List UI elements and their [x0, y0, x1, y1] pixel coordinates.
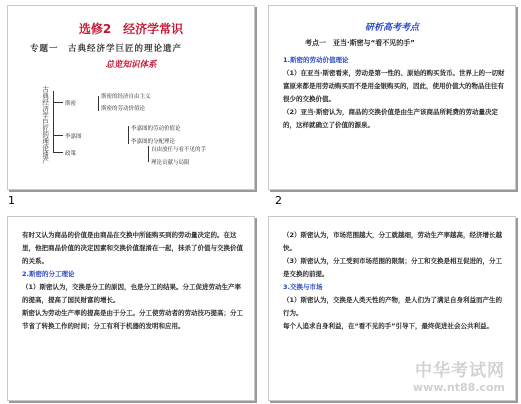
tree-bracket-line	[128, 126, 129, 144]
slide-1-thumbnail[interactable]	[7, 5, 255, 190]
vertical-label: 古典经济学巨匠的理论遗产	[41, 86, 50, 164]
slide-3-thumbnail[interactable]	[7, 216, 255, 401]
mindmap-node: 政策	[65, 151, 77, 157]
slide-4-thumbnail[interactable]	[268, 216, 516, 401]
slide-title: 研析高考考点	[364, 23, 419, 33]
slide-body	[283, 54, 507, 132]
paragraph: （1）斯密认为，交换是分工的原因，也是分工的结果。分工促进劳动生产率的提高，提高了国民财富的增长。	[22, 283, 242, 304]
mindmap-leaf: 李嘉图的劳动价值论	[131, 126, 181, 132]
tree-branch-line	[53, 102, 63, 103]
slide-2-thumbnail[interactable]	[268, 5, 516, 190]
mindmap-node: 斯密	[65, 101, 77, 107]
section-heading: 总览知识体系	[105, 60, 157, 70]
slide-number: 1	[8, 194, 15, 207]
watermark-line: 中华考试网	[415, 361, 505, 381]
paragraph: 斯密认为劳动生产率的提高是由于分工。分工使劳动者的劳动技巧提高；分工节省了转换工作的时间；分工有利于机器的发明和应用。	[22, 309, 243, 330]
mindmap-node: 李嘉图	[65, 134, 82, 140]
mindmap-leaf: 自由放任与看不见的手	[151, 147, 207, 153]
paragraph: （1）斯密认为，交换是人类天性的产物，是人们为了满足自身利益而产生的行为。	[283, 296, 503, 317]
slide-title: 选修2 经济学常识	[78, 22, 184, 36]
mindmap-leaf: 李嘉图的分配理论	[131, 139, 176, 145]
tree-trunk-line	[53, 91, 54, 153]
paragraph: 有时又认为商品的价值是由商品在交换中所能购买到的劳动量决定的。在这里，他把商品价值的决定因素和交换价值混淆在一起，抹杀了价值与交换价值的关系。	[22, 231, 243, 265]
tree-branch-line	[53, 152, 63, 153]
paragraph: （3）斯密认为，分工受到市场范围的限制；分工和交换是相互促进的，分工是交换的前提。	[283, 257, 503, 278]
slide-body	[22, 229, 246, 333]
paragraph: （1）在亚当·斯密看来，劳动是第一性的、原始的购买货币。世界上的一切财富原来都是用劳动购买而不是用金银购买的，因此，使用价值大的物品往往有很少的交换价值。	[283, 69, 505, 103]
watermark-url: www.nt88.com	[412, 381, 505, 394]
slide-body	[283, 229, 507, 333]
slide-subtitle: 专题一 古典经济学巨匠的理论遗产	[30, 44, 183, 54]
section-label: 1.斯密的劳动价值理论	[283, 56, 349, 64]
paragraph: 每个人追求自身利益，在“看不见的手”引导下，最终促进社会公共利益。	[283, 322, 494, 330]
mindmap-leaf: 斯密的劳动价值论	[101, 106, 146, 112]
slide-heading: 考点一 亚当·斯密与“看不见的手”	[305, 39, 415, 47]
mindmap-leaf: 斯密的经济自由主义	[101, 94, 151, 100]
site-watermark	[413, 356, 505, 394]
paragraph: （2）亚当·斯密认为，商品的交换价值是由生产该商品所耗费的劳动量决定的，这样就确立了价值的源泉。	[283, 108, 498, 129]
section-label: 3.交换与市场	[283, 283, 323, 291]
slide-number: 2	[275, 194, 282, 207]
tree-bracket-line	[148, 146, 149, 162]
tree-branch-line	[53, 135, 63, 136]
paragraph: （2）斯密认为，市场范围越大，分工就越细，劳动生产率越高，经济增长越快。	[283, 231, 503, 252]
section-label: 2.斯密的分工理论	[22, 270, 75, 278]
mindmap-leaf: 理论贡献与局限	[151, 160, 190, 166]
tree-bracket-line	[98, 96, 99, 111]
